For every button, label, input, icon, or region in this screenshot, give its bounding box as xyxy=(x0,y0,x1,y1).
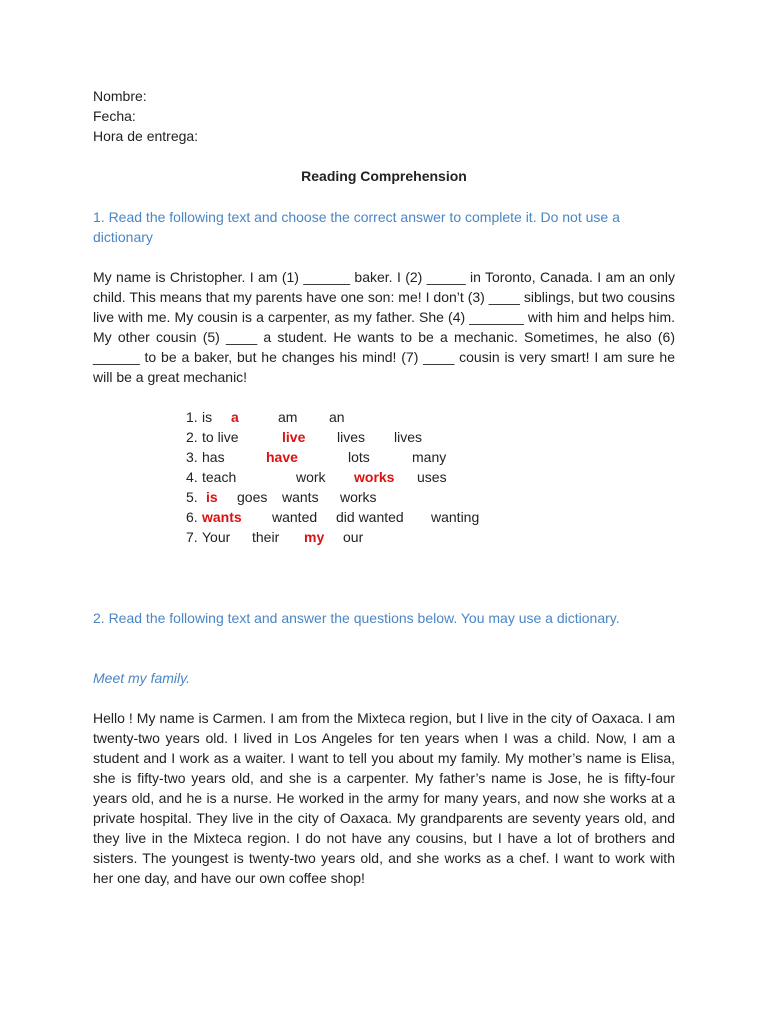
option-number: 3. xyxy=(186,449,198,465)
hora-entrega-label: Hora de entrega: xyxy=(93,128,199,144)
option-choice: work xyxy=(296,469,326,485)
option-correct-answer: have xyxy=(266,449,298,465)
option-number: 5. xyxy=(186,489,198,505)
student-header xyxy=(93,86,198,146)
section2-text: Hello ! My name is Carmen. I am from the Mixteca region, but I live in the city of Oaxaca. I am twenty-two years old. I lived in Los Angeles for ten years when I was a child. Now, I am a student and I work as a waiter. I want to tell you about my family. My mother’s name is Elisa, she is fifty-two years old, and she is a carpenter. My father’s name is Jose, he is fifty-four years old, and he is a nurse. He worked in the army for many years, and now she works at a private hospital. They live in the city of Oaxaca. My grandparents are seventy years old, and they live in the Mixteca region. I do not have any cousins, but I have a lot of brothers and sisters. The youngest is twenty-two years old, and she works as a chef. I want to work with her one day, and have our own coffee shop! xyxy=(93,710,675,886)
option-choice: has xyxy=(202,449,225,465)
option-row xyxy=(186,507,586,527)
option-choice: wants xyxy=(282,489,319,505)
option-choice: am xyxy=(278,409,298,425)
page-title: Reading Comprehension xyxy=(301,168,467,184)
option-correct-answer: live xyxy=(282,429,306,445)
option-choice: goes xyxy=(237,489,268,505)
fecha-label: Fecha: xyxy=(93,108,136,124)
option-choice: uses xyxy=(417,469,447,485)
option-correct-answer: my xyxy=(304,529,325,545)
section2-subtitle: Meet my family. xyxy=(93,670,190,686)
option-choice: lives xyxy=(394,429,423,445)
option-choice: an xyxy=(329,409,345,425)
option-choice: to live xyxy=(202,429,239,445)
option-row xyxy=(186,487,586,507)
option-choice: wanting xyxy=(431,509,480,525)
option-choice: works xyxy=(340,489,377,505)
option-row xyxy=(186,467,586,487)
option-row xyxy=(186,407,586,427)
section1-text: My name is Christopher. I am (1) ______ baker. I (2) _____ in Toronto, Canada. I am an only child. This means that my parents have one son: me! I don’t (3) ____ siblings, but two cousins live with me. My cousin is a carpenter, as my father. She (4) _______ with him and helps him. My other cousin (5) ____ a student. He wants to be a mechanic. Sometimes, he also (6) ______ to be a baker, but he changes his mind! (7) ____ cousin is very smart! I am sure he will be a great mechanic! xyxy=(93,269,675,385)
section1-instruction: 1. Read the following text and choose the correct answer to complete it. Do not use a dictionary xyxy=(93,209,620,245)
option-number: 1. xyxy=(186,409,198,425)
option-number: 4. xyxy=(186,469,198,485)
option-row xyxy=(186,527,586,547)
option-choice: lots xyxy=(348,449,370,465)
option-number: 2. xyxy=(186,429,198,445)
option-choice: did wanted xyxy=(336,509,404,525)
option-choice: many xyxy=(412,449,447,465)
option-correct-answer: wants xyxy=(202,509,242,525)
option-choice: is xyxy=(202,409,213,425)
option-choice: teach xyxy=(202,469,237,485)
nombre-label: Nombre: xyxy=(93,88,147,104)
option-number: 7. xyxy=(186,529,198,545)
option-row xyxy=(186,447,586,467)
option-choice: wanted xyxy=(272,509,318,525)
option-choice: lives xyxy=(337,429,366,445)
option-correct-answer: is xyxy=(206,489,218,505)
option-row xyxy=(186,427,586,447)
option-choice: Your xyxy=(202,529,231,545)
option-choice: their xyxy=(252,529,280,545)
option-correct-answer: works xyxy=(354,469,395,485)
option-choice: our xyxy=(343,529,364,545)
section2-instruction: 2. Read the following text and answer the questions below. You may use a dictionary. xyxy=(93,610,620,626)
option-number: 6. xyxy=(186,509,198,525)
option-correct-answer: a xyxy=(231,409,239,425)
answer-options-list xyxy=(186,407,586,547)
